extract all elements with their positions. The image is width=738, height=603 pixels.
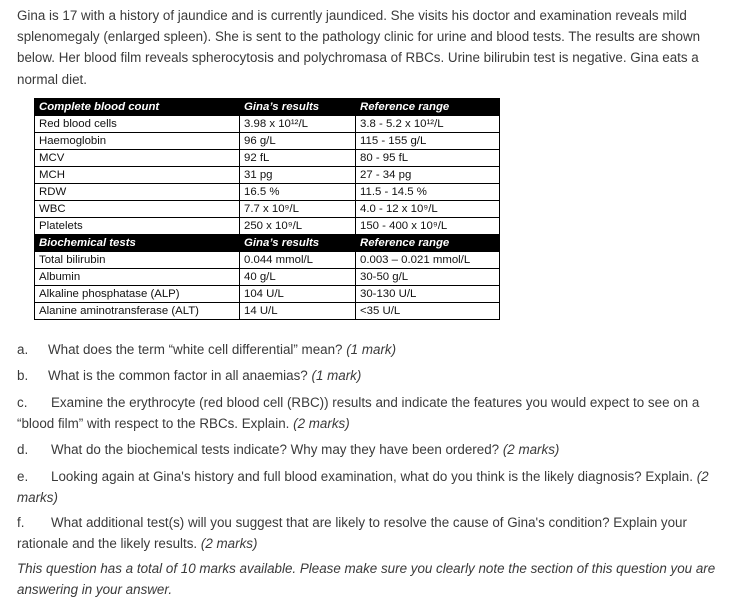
result-cell: 104 U/L [240,286,356,303]
result-cell: 40 g/L [240,269,356,286]
test-name-cell: Complete blood count [35,99,240,116]
result-cell: 3.98 x 10¹²/L [240,116,356,133]
question-b [17,365,729,386]
question-d [17,439,729,460]
result-cell: Gina’s results [240,235,356,252]
table-row [35,201,500,218]
question-text: What does the term “white cell differential” mean? [48,342,343,357]
test-name-cell: Alanine aminotransferase (ALT) [35,303,240,320]
question-e [17,466,729,508]
result-cell: Gina’s results [240,99,356,116]
test-name-cell: MCH [35,167,240,184]
table-row [35,218,500,235]
test-name-cell: WBC [35,201,240,218]
reference-range-cell: 30-130 U/L [356,286,500,303]
question-marks: (2 marks) [502,442,560,457]
question-text: Looking again at Gina's history and full blood examination, what do you think is the likely diagnosis? Explain. [51,469,693,484]
question-marks: (2 marks) [17,469,709,505]
table-row [35,184,500,201]
test-name-cell: Haemoglobin [35,133,240,150]
test-name-cell: Alkaline phosphatase (ALP) [35,286,240,303]
test-name-cell: Biochemical tests [35,235,240,252]
table-row [35,252,500,269]
table-row [35,269,500,286]
question-marks: (1 mark) [311,368,362,383]
results-table [34,98,500,320]
test-name-cell: Platelets [35,218,240,235]
question-text: Examine the erythrocyte (red blood cell (RBC)) results and indicate the features you would expect to see on a “blood film” with respect to the RBCs. Explain. [17,395,700,431]
result-cell: 16.5 % [240,184,356,201]
reference-range-cell: Reference range [356,99,500,116]
result-cell: 14 U/L [240,303,356,320]
question-marks: (1 mark) [346,342,397,357]
reference-range-cell: 80 - 95 fL [356,150,500,167]
result-cell: 31 pg [240,167,356,184]
question-text: What do the biochemical tests indicate? Why may they have been ordered? [51,442,500,457]
question-a [17,339,729,360]
test-name-cell: Albumin [35,269,240,286]
result-cell: 250 x 10⁹/L [240,218,356,235]
intro-paragraph: Gina is 17 with a history of jaundice and is currently jaundiced. She visits his doctor and examination reveals mild splenomegaly (enlarged spleen). She is sent to the pathology clinic for urine and blood tests. The results are shown below. Her blood film reveals spherocytosis and polychromasa of RBCs. Urine bilirubin test is negative. Gina eats a normal diet. [17,8,701,87]
test-name-cell: Total bilirubin [35,252,240,269]
question-label: d. [17,442,29,457]
reference-range-cell: 11.5 - 14.5 % [356,184,500,201]
result-cell: 92 fL [240,150,356,167]
table-header-row [35,235,500,252]
question-marks: (2 marks) [200,536,258,551]
reference-range-cell: 150 - 400 x 10⁹/L [356,218,500,235]
table-row [35,303,500,320]
question-label: a. [17,342,29,357]
question-label: f. [17,515,25,530]
question-label: c. [17,395,28,410]
question-f [17,512,729,554]
table-header-row [35,99,500,116]
question-c [17,392,729,434]
table-row [35,150,500,167]
test-name-cell: RDW [35,184,240,201]
result-cell: 7.7 x 10⁹/L [240,201,356,218]
test-name-cell: Red blood cells [35,116,240,133]
reference-range-cell: 115 - 155 g/L [356,133,500,150]
table-row [35,116,500,133]
question-label: e. [17,469,29,484]
result-cell: 96 g/L [240,133,356,150]
question-label: b. [17,368,29,383]
reference-range-cell: 3.8 - 5.2 x 10¹²/L [356,116,500,133]
table-row [35,133,500,150]
reference-range-cell: 27 - 34 pg [356,167,500,184]
test-name-cell: MCV [35,150,240,167]
table-row [35,167,500,184]
marks-note: This question has a total of 10 marks available. Please make sure you clearly note the section of this question you are answering in your answer. [17,561,716,597]
reference-range-cell: <35 U/L [356,303,500,320]
reference-range-cell: 0.003 – 0.021 mmol/L [356,252,500,269]
result-cell: 0.044 mmol/L [240,252,356,269]
reference-range-cell: Reference range [356,235,500,252]
table-row [35,286,500,303]
question-text: What additional test(s) will you suggest that are likely to resolve the cause of Gina's condition? Explain your rationale and the likely results. [17,515,687,551]
question-text: What is the common factor in all anaemias? [48,368,308,383]
reference-range-cell: 30-50 g/L [356,269,500,286]
question-marks: (2 marks) [293,416,350,431]
reference-range-cell: 4.0 - 12 x 10⁹/L [356,201,500,218]
